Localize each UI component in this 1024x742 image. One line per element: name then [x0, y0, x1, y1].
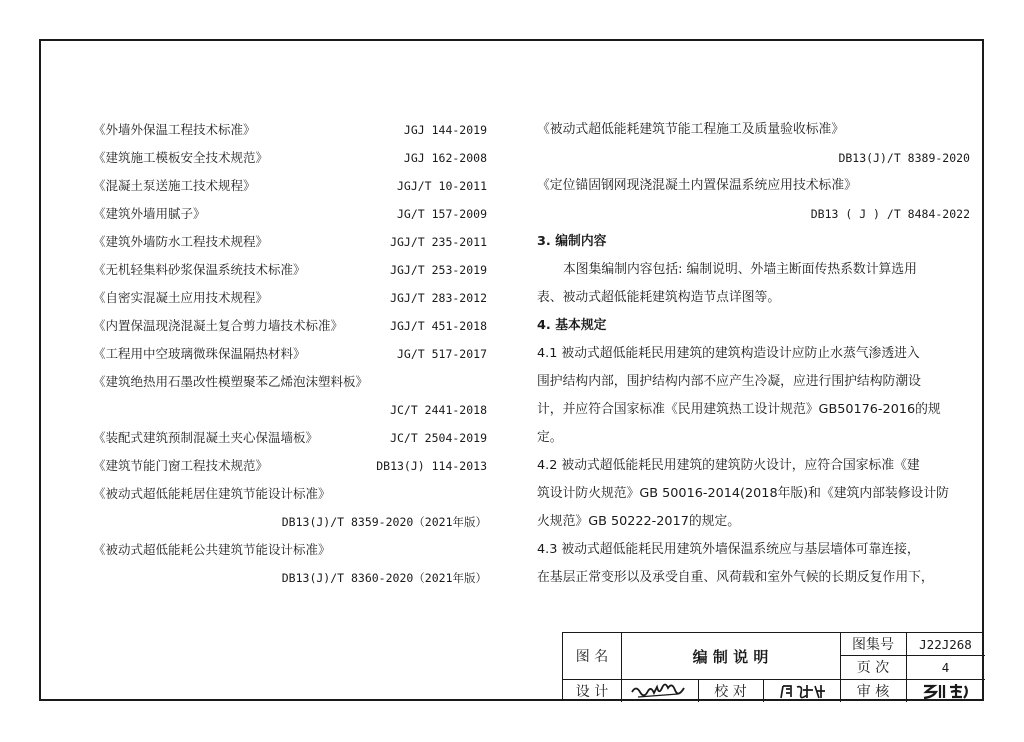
standard-code: JGJ/T 283-2012 [390, 291, 487, 305]
drawing-name-label: 图 名 [575, 649, 609, 665]
standard-row [93, 315, 487, 337]
std-code-right-1: DB13(J)/T 8389-2020 [838, 151, 970, 165]
clause-4-2-line-1: 4.2 被动式超低能耗民用建筑的建筑防火设计，应符合国家标准《建 [537, 458, 920, 473]
standard-code: JGJ 162-2008 [403, 151, 487, 165]
clause-4-1-line-2: 围护结构内部，围护结构内部不应产生冷凝，应进行围护结构防潮设 [537, 374, 921, 389]
standard-name: 《无机轻集料砂浆保温系统技术标准》 [93, 262, 306, 277]
standard-name: 《建筑外墙用腻子》 [93, 206, 206, 221]
standard-name: 《建筑外墙防水工程技术规程》 [93, 234, 269, 249]
standard-code: JGJ 144-2019 [403, 123, 487, 137]
designer-label: 设 计 [575, 683, 609, 700]
standard-name: 《内置保温现浇混凝土复合剪力墙技术标准》 [93, 318, 344, 333]
page-number-label: 页 次 [856, 660, 890, 676]
standard-row [93, 399, 487, 421]
clause-4-3-line-1: 4.3 被动式超低能耗民用建筑外墙保温系统应与基层墙体可靠连接， [537, 542, 920, 557]
drawing-name: 编 制 说 明 [692, 647, 769, 666]
standard-name: 《外墙外保温工程技术标准》 [93, 122, 256, 137]
std-name-right-2: 《定位锚固钢网现浇混凝土内置保温系统应用技术标准》 [537, 178, 857, 193]
standard-code: DB13(J)/T 8359-2020（2021年版） [281, 515, 487, 529]
standard-code: JGJ/T 253-2019 [390, 263, 487, 277]
clause-4-1-line-4: 定。 [537, 430, 563, 445]
standard-row [93, 483, 487, 505]
standard-code: JGJ/T 10-2011 [396, 179, 487, 193]
standard-code: JGJ/T 451-2018 [390, 319, 487, 333]
standard-row [93, 119, 487, 141]
standard-name: 《建筑节能门窗工程技术规范》 [93, 458, 269, 473]
section-4-heading: 4. 基本规定 [537, 318, 607, 333]
standard-code: JG/T 157-2009 [396, 207, 487, 221]
standard-name: 《被动式超低能耗公共建筑节能设计标准》 [93, 542, 331, 557]
checker-label: 校 对 [714, 683, 747, 700]
clause-4-1-line-1: 4.1 被动式超低能耗民用建筑的建筑构造设计应防止水蒸气渗透进入 [537, 346, 920, 361]
std-code-right-2: DB13 ( J ) /T 8484-2022 [810, 207, 970, 221]
standard-code: DB13(J)/T 8360-2020（2021年版） [281, 571, 487, 585]
designer-signature [621, 679, 698, 702]
clause-4-2-line-3: 火规范》GB 50222-2017的规定。 [537, 514, 741, 529]
standard-name: 《建筑施工模板安全技术规范》 [93, 150, 269, 165]
clause-4-3-line-2: 在基层正常变形以及承受自重、风荷载和室外气候的长期反复作用下， [537, 570, 934, 585]
standard-row [93, 231, 487, 253]
standard-row [93, 343, 487, 365]
section-3-line-2: 表、被动式超低能耗建筑构造节点详图等。 [537, 290, 781, 305]
standard-name: 《混凝土泵送施工技术规程》 [93, 178, 256, 193]
standard-name: 《装配式建筑预制混凝土夹心保温墙板》 [93, 430, 319, 445]
standard-code: JC/T 2504-2019 [390, 431, 487, 445]
section-3-line-1: 本图集编制内容包括: 编制说明、外墙主断面传热系数计算选用 [563, 262, 917, 277]
standard-name: 《工程用中空玻璃微珠保温隔热材料》 [93, 346, 306, 361]
page-number: 4 [941, 659, 950, 675]
reviewer-signature [906, 679, 985, 702]
standard-row [93, 427, 487, 449]
standard-row [93, 567, 487, 589]
clause-4-1-line-3: 计，并应符合国家标准《民用建筑热工设计规范》GB50176-2016的规 [537, 402, 941, 417]
atlas-number: J22J268 [919, 636, 972, 652]
checker-signature [763, 679, 840, 702]
standard-row [93, 511, 487, 533]
standard-name: 《建筑绝热用石墨改性模塑聚苯乙烯泡沫塑料板》 [93, 374, 369, 389]
atlas-number-label: 图集号 [852, 637, 894, 653]
standard-row [93, 203, 487, 225]
standard-row [93, 539, 487, 561]
std-name-right-1: 《被动式超低能耗建筑节能工程施工及质量验收标准》 [537, 122, 845, 137]
standard-code: JG/T 517-2017 [396, 347, 487, 361]
standard-row [93, 371, 487, 393]
standard-row [93, 259, 487, 281]
standard-row [93, 147, 487, 169]
standard-code: DB13(J) 114-2013 [376, 459, 487, 473]
standard-name: 《自密实混凝土应用技术规程》 [93, 290, 269, 305]
title-block [562, 632, 984, 701]
standard-row [93, 287, 487, 309]
section-3-heading: 3. 编制内容 [537, 234, 607, 249]
standard-code: JC/T 2441-2018 [390, 403, 487, 417]
standard-name: 《被动式超低能耗居住建筑节能设计标准》 [93, 486, 331, 501]
standard-code: JGJ/T 235-2011 [390, 235, 487, 249]
reviewer-label: 审 核 [856, 683, 890, 700]
standard-row [93, 455, 487, 477]
clause-4-2-line-2: 筑设计防火规范》GB 50016-2014(2018年版)和《建筑内部装修设计防 [537, 486, 949, 501]
standard-row [93, 175, 487, 197]
